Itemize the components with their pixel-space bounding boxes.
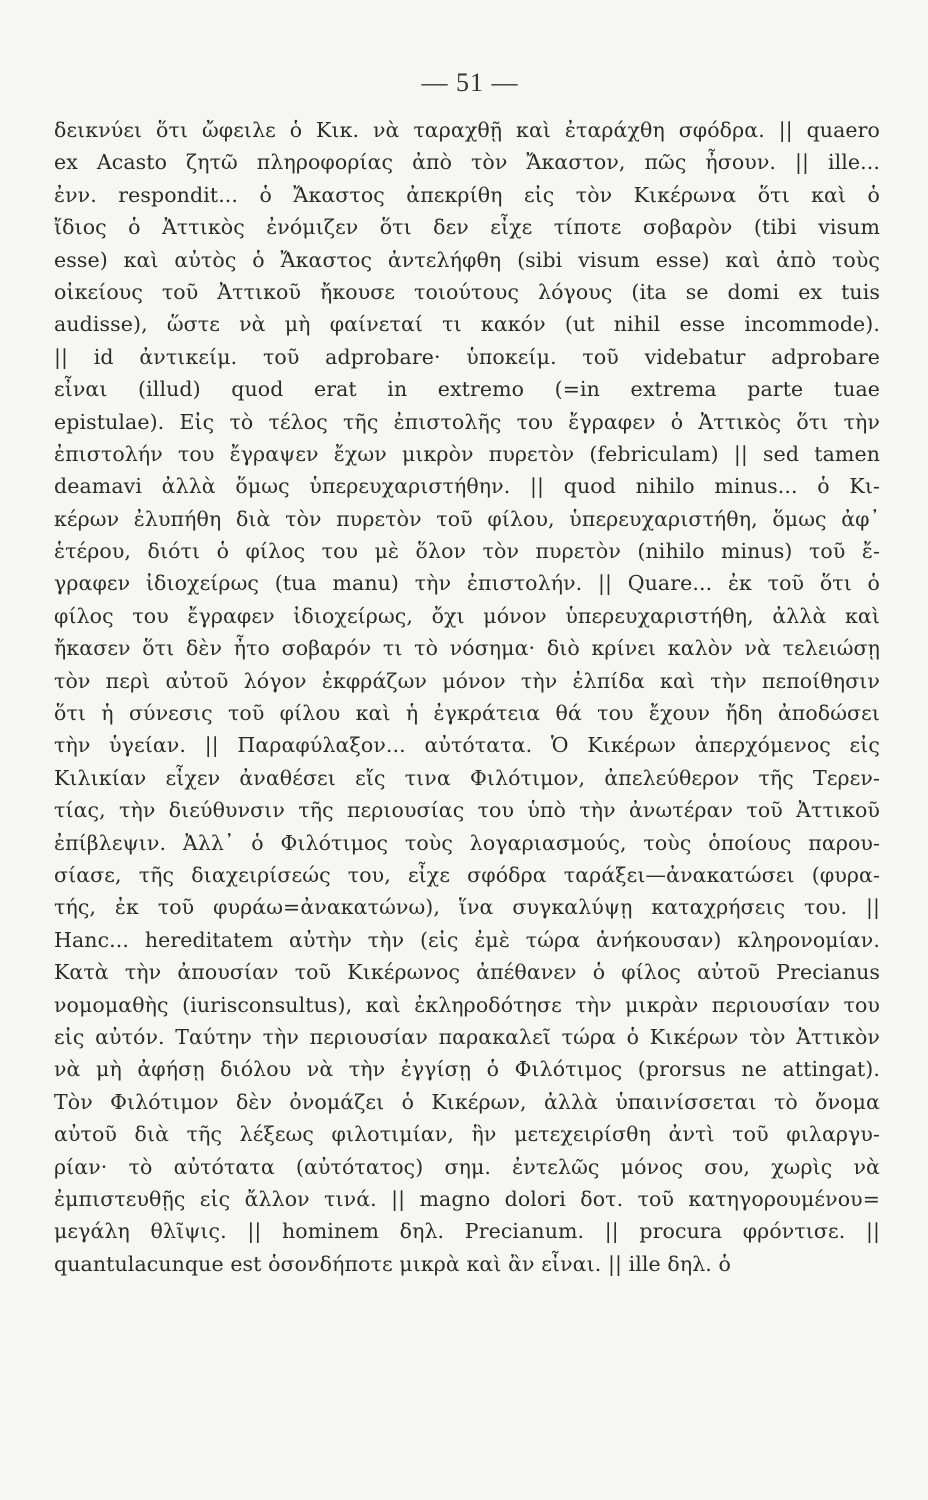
text-line: ἐνν. respondit... ὁ Ἄκαστος ἀπεκρίθη εἰς τὸν Κικέρωνα ὅτι καὶ ὁ xyxy=(54,182,880,207)
text-line: νομομαθὴς (iurisconsultus), καὶ ἐκληροδότησε τὴν μικρὰν περιουσίαν του xyxy=(54,992,880,1017)
text-line: ἐπίβλεψιν. Ἀλλ᾽ ὁ Φιλότιμος τοὺς λογαριασμούς, τοὺς ὁποίους παρου- xyxy=(54,830,880,855)
text-line: γραφεν ἰδιοχείρως (tua manu) τὴν ἐπιστολήν. || Quare... ἐκ τοῦ ὅτι ὁ xyxy=(54,571,880,596)
text-line: Κατὰ τὴν ἀπουσίαν τοῦ Κικέρωνος ἀπέθανεν ὁ φίλος αὐτοῦ Precianus xyxy=(54,960,880,985)
text-line: ἴδιος ὁ Ἀττικὸς ἐνόμιζεν ὅτι δεν εἶχε τίποτε σοβαρὸν (tibi visum xyxy=(54,215,880,240)
text-line: epistulae). Εἰς τὸ τέλος τῆς ἐπιστολῆς του ἔγραφεν ὁ Ἀττικὸς ὅτι τὴν xyxy=(54,409,880,434)
text-line: σίασε, τῆς διαχειρίσεώς του, εἶχε σφόδρα ταράξει—ἀνακατώσει (φυρα- xyxy=(54,862,880,887)
text-line: ἤκασεν ὅτι δὲν ἦτο σοβαρόν τι τὸ νόσημα· διὸ κρίνει καλὸν νὰ τελειώσῃ xyxy=(54,636,880,661)
text-line: τίας, τὴν διεύθυνσιν τῆς περιουσίας του ὑπὸ τὴν ἀνωτέραν τοῦ Ἀττικοῦ xyxy=(54,798,880,823)
text-line: audisse), ὥστε νὰ μὴ φαίνεταί τι κακόν (ut nihil esse incommode). xyxy=(54,312,880,337)
text-line: ἐμπιστευθῇς εἰς ἄλλον τινά. || magno dolori δοτ. τοῦ κατηγορουμένου= xyxy=(54,1186,880,1211)
text-line: esse) καὶ αὐτὸς ὁ Ἄκαστος ἀντελήφθη (sibi visum esse) καὶ ἀπὸ τοὺς xyxy=(54,247,880,272)
text-line: κέρων ἐλυπήθη διὰ τὸν πυρετὸν τοῦ φίλου, ὑπερευχαριστήθη, ὅμως ἀφ᾽ xyxy=(54,506,880,531)
text-line: ex Acasto ζητῶ πληροφορίας ἀπὸ τὸν Ἄκαστον, πῶς ἦσουν. || ille... xyxy=(54,150,880,175)
text-line: Κιλικίαν εἶχεν ἀναθέσει εἴς τινα Φιλότιμον, ἀπελεύθερον τῆς Τερεν- xyxy=(54,765,880,790)
text-line: deamavi ἀλλὰ ὅμως ὑπερευχαριστήθην. || quod nihilo minus... ὁ Κι- xyxy=(54,474,880,499)
text-line: δεικνύει ὅτι ὤφειλε ὁ Κικ. νὰ ταραχθῇ καὶ ἐταράχθη σφόδρα. || quaero xyxy=(54,118,880,142)
text-line: εἶναι (illud) quod erat in extremo (=in extrema parte tuae xyxy=(54,377,880,402)
text-line: || id ἀντικείμ. τοῦ adprobare· ὑποκείμ. τοῦ videbatur adprobare xyxy=(54,344,880,369)
text-line: τής, ἐκ τοῦ φυράω=ἀνακατώνω), ἵνα συγκαλύψῃ καταχρήσεις του. || xyxy=(54,895,880,920)
text-line: ἐπιστολήν του ἔγραψεν ἔχων μικρὸν πυρετὸν (febriculam) || sed tamen xyxy=(54,441,880,466)
text-line: τὸν περὶ αὐτοῦ λόγον ἐκφράζων μόνον τὴν ἐλπίδα καὶ τὴν πεποίθησιν xyxy=(54,668,880,693)
text-line: quantulacunque est ὁσονδήποτε μικρὰ καὶ ἂν εἶναι. || ille δηλ. ὁ xyxy=(54,1251,731,1276)
commentary-text xyxy=(54,114,880,1280)
text-line: αὐτοῦ διὰ τῆς λέξεως φιλοτιμίαν, ἣν μετεχειρίσθη ἀντὶ τοῦ φιλαργυ- xyxy=(54,1122,880,1147)
page-number: — 51 — xyxy=(421,68,519,97)
text-line: Τὸν Φιλότιμον δὲν ὀνομάζει ὁ Κικέρων, ἀλλὰ ὑπαινίσσεται τὸ ὄνομα xyxy=(54,1089,880,1114)
text-line: εἰς αὐτόν. Ταύτην τὴν περιουσίαν παρακαλεῖ τώρα ὁ Κικέρων τὸν Ἀττικὸν xyxy=(54,1024,880,1049)
text-line: ὅτι ἡ σύνεσις τοῦ φίλου καὶ ἡ ἐγκράτεια θά του ἔχουν ἤδη ἀποδώσει xyxy=(54,701,880,726)
text-line: φίλος του ἔγραφεν ἰδιοχείρως, ὄχι μόνον ὑπερευχαριστήθη, ἀλλὰ καὶ xyxy=(54,603,880,628)
text-line: οἰκείους τοῦ Ἀττικοῦ ἤκουσε τοιούτους λόγους (ita se domi ex tuis xyxy=(54,279,880,304)
text-line: τὴν ὑγείαν. || Παραφύλαξον... αὐτότατα. Ὁ Κικέρων ἀπερχόμενος εἰς xyxy=(54,733,880,758)
text-line: ρίαν· τὸ αὐτότατα (αὐτότατος) σημ. ἐντελῶς μόνος σου, χωρὶς νὰ xyxy=(54,1154,880,1179)
text-line: μεγάλη θλῖψις. || hominem δηλ. Precianum. || procura φρόντισε. || xyxy=(54,1219,880,1244)
text-line: νὰ μὴ ἀφήσῃ διόλου νὰ τὴν ἐγγίσῃ ὁ Φιλότιμος (prorsus ne attingat). xyxy=(54,1057,880,1082)
text-line: ἑτέρου, διότι ὁ φίλος του μὲ ὅλον τὸν πυρετὸν (nihilo minus) τοῦ ἔ- xyxy=(54,539,880,564)
text-line: Hanc... hereditatem αὐτὴν τὴν (εἰς ἐμὲ τώρα ἀνήκουσαν) κληρονομίαν. xyxy=(54,927,880,952)
